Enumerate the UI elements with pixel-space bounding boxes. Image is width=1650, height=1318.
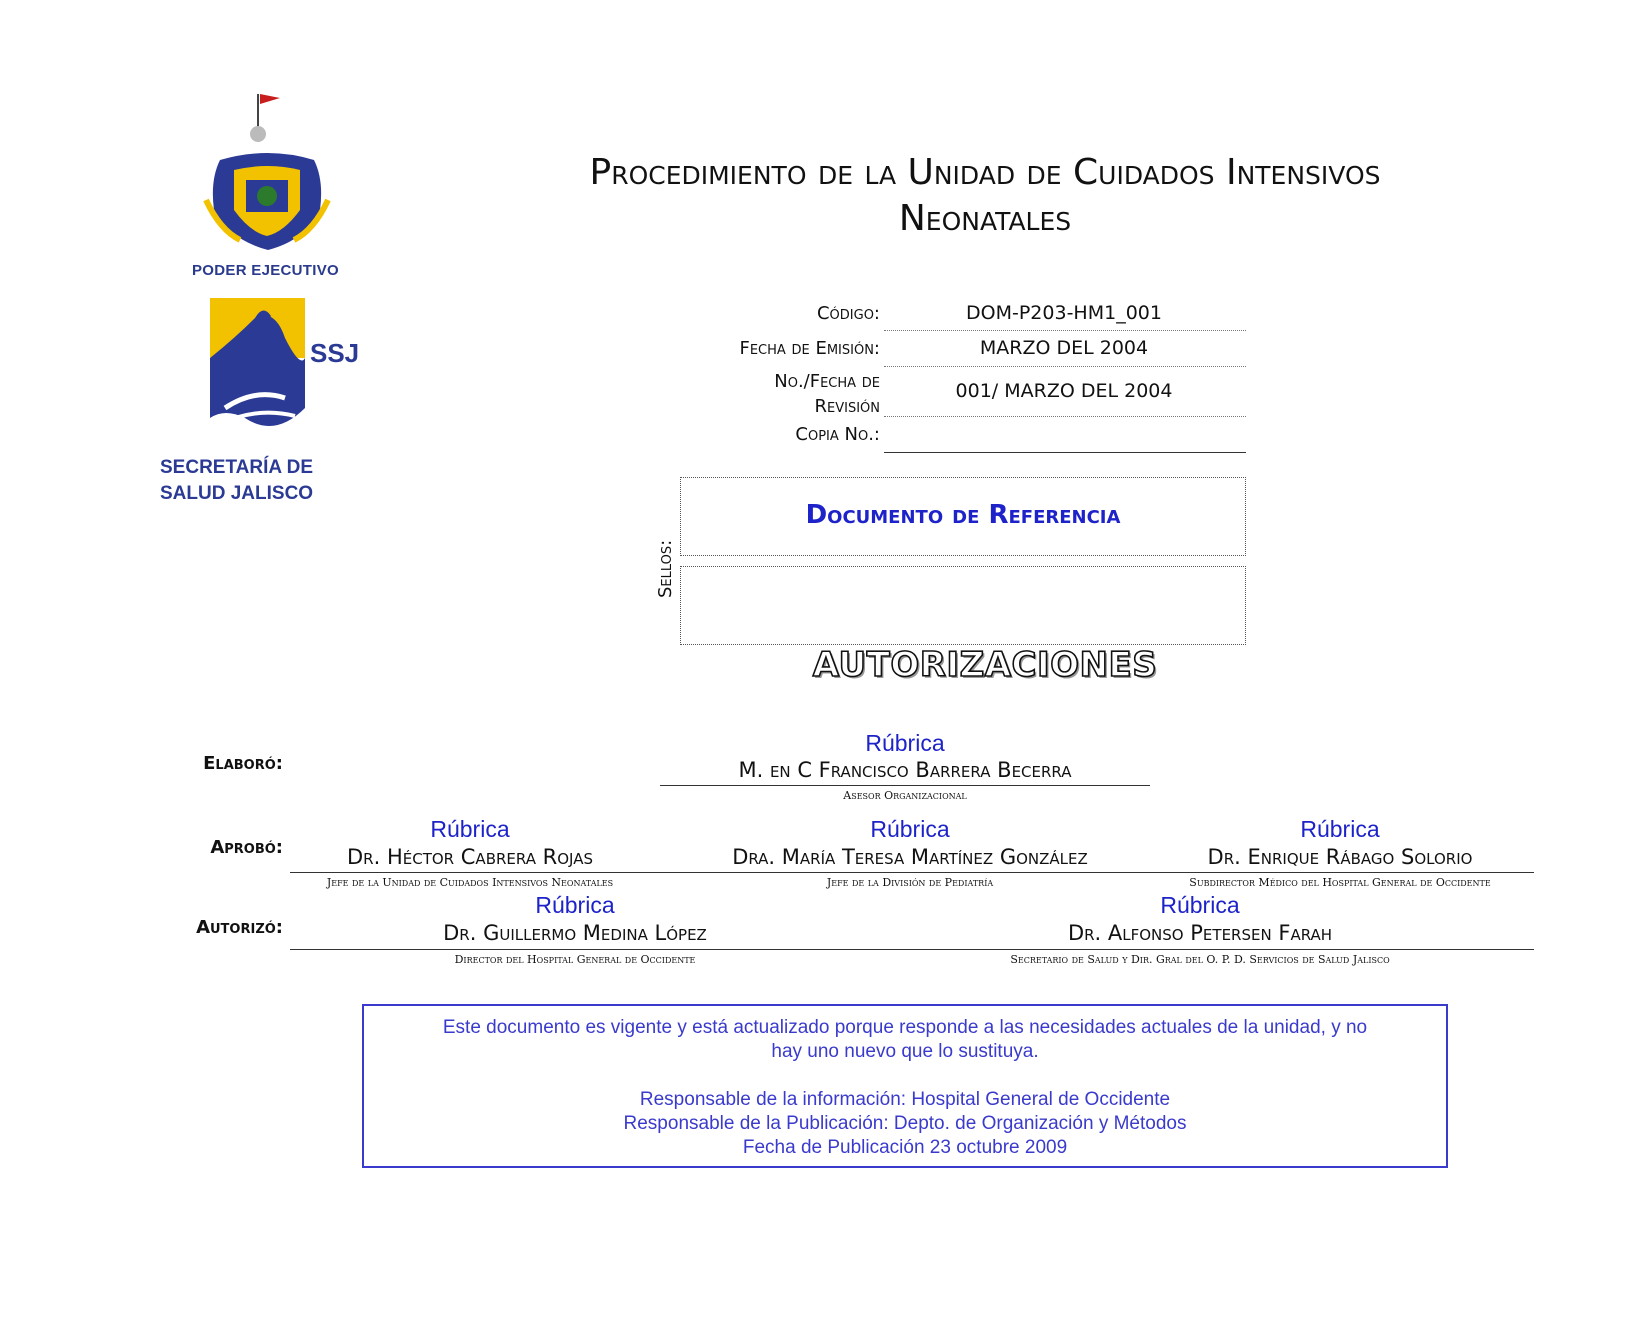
note-line-2: hay uno nuevo que lo sustituya. (771, 1041, 1039, 1062)
fecha-emision-rule (884, 366, 1246, 367)
aprobo-2-name: Dra. María Teresa Martínez González (732, 845, 1088, 869)
elaboro-signature-line (660, 785, 1150, 786)
elaboro-label: Elaboró: (203, 753, 283, 774)
revision-label-line-2: Revisión (814, 396, 880, 417)
note-line-4: Responsable de la Publicación: Depto. de Organización y Métodos (623, 1113, 1187, 1134)
aprobo-2-rubrica: Rúbrica (870, 816, 950, 842)
aprobo-1-role: Jefe de la Unidad de Cuidados Intensivos Neonatales (326, 876, 614, 889)
revision-rule (884, 416, 1246, 417)
documento-de-referencia: Documento de Referencia (805, 500, 1121, 530)
aprobo-3-role: Subdirector Médico del Hospital General de Occidente (1189, 876, 1491, 889)
autorizo-2-name: Dr. Alfonso Petersen Farah (1067, 921, 1333, 945)
note-spacer (364, 1064, 1446, 1088)
copia-rule (884, 452, 1246, 453)
revision-label-line-1: No./Fecha de (774, 371, 880, 392)
autorizo-2-rubrica: Rúbrica (1160, 892, 1240, 918)
secretaria-line-1: SECRETARÍA DE (160, 457, 314, 478)
secretaria-line-2: SALUD JALISCO (160, 483, 314, 504)
stamp-box-reference (680, 477, 1246, 556)
vigencia-note-box (362, 1004, 1448, 1168)
sellos-label: Sellos: (655, 539, 676, 598)
elaboro-name: M. en C Francisco Barrera Becerra (738, 758, 1072, 782)
autorizo-1-name: Dr. Guillermo Medina López (443, 921, 707, 945)
autorizaciones-heading: AUTORIZACIONES (812, 645, 1158, 685)
poder-ejecutivo-label: PODER EJECUTIVO (191, 262, 340, 279)
revision-value: 001/ MARZO DEL 2004 (955, 380, 1173, 402)
secretaria-label (160, 455, 350, 507)
aprobo-label: Aprobó: (210, 837, 283, 858)
aprobo-1-name: Dr. Héctor Cabrera Rojas (347, 845, 593, 869)
autorizo-1-role: Director del Hospital General de Occidente (454, 953, 696, 966)
aprobo-3-rubrica: Rúbrica (1300, 816, 1380, 842)
fecha-emision-value: MARZO DEL 2004 (979, 337, 1149, 359)
aprobo-2-role: Jefe de la División de Pediatría (826, 876, 994, 889)
jalisco-crest-logo (200, 90, 335, 260)
autorizo-1-rubrica: Rúbrica (535, 892, 615, 918)
note-line-1: Este documento es vigente y está actualizado porque responde a las necesidades actuales de la unidad, y no (442, 1017, 1368, 1038)
stamp-box-empty (680, 566, 1246, 645)
revision-label (640, 369, 880, 419)
codigo-value: DOM-P203-HM1_001 (966, 302, 1162, 324)
note-line-5: Fecha de Publicación 23 octubre 2009 (742, 1137, 1068, 1158)
ssj-abbrev: SSJ (310, 338, 360, 368)
title-line-1: Procedimiento de la Unidad de Cuidados Intensivos (589, 152, 1381, 193)
title-line-2: Neonatales (898, 198, 1072, 239)
document-title (470, 150, 1500, 242)
elaboro-role: Asesor Organizacional (843, 789, 967, 802)
note-line-3: Responsable de la información: Hospital General de Occidente (639, 1089, 1171, 1110)
codigo-label: Código: (816, 303, 880, 324)
aprobo-1-rubrica: Rúbrica (430, 816, 510, 842)
aprobo-3-name: Dr. Enrique Rábago Solorio (1207, 845, 1473, 869)
autorizo-signature-line (290, 949, 1534, 950)
fecha-emision-label: Fecha de Emisión: (739, 338, 880, 359)
autorizo-label: Autorizó: (196, 917, 283, 938)
autorizo-2-role: Secretario de Salud y Dir. Gral del O. P. D. Servicios de Salud Jalisco (1010, 953, 1390, 966)
codigo-rule (884, 330, 1246, 331)
aprobo-signature-line (290, 872, 1534, 873)
copia-label: Copia No.: (795, 424, 880, 445)
elaboro-rubrica: Rúbrica (865, 730, 945, 756)
